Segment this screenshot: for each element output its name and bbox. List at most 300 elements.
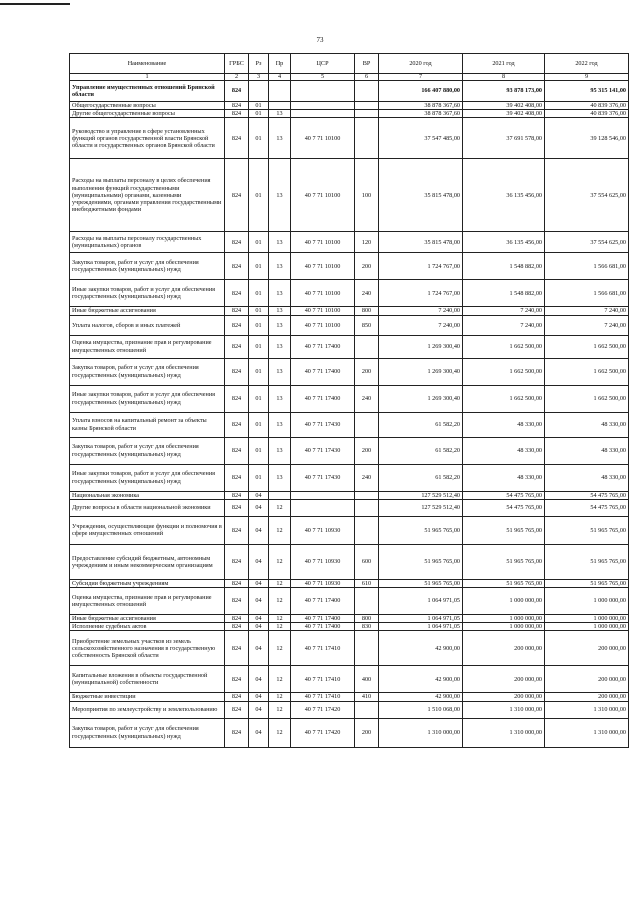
- cell-grbs: 824: [225, 81, 249, 102]
- cell-2021: 54 475 765,00: [463, 499, 545, 516]
- cell-2020: 1 064 971,05: [379, 615, 463, 623]
- cell-2021: 36 135 456,00: [463, 159, 545, 232]
- cell-2020: 1 269 300,40: [379, 358, 463, 385]
- table-row: [70, 315, 629, 335]
- page-number: 73: [316, 36, 324, 44]
- cell-rz: 01: [249, 110, 269, 118]
- table-row: [70, 588, 629, 615]
- cell-name: Оценка имущества, признание прав и регулирование имущественных отношений: [70, 335, 225, 358]
- cell-rz: 04: [249, 631, 269, 666]
- cell-2020: 1 724 767,00: [379, 280, 463, 307]
- cell-grbs: 824: [225, 437, 249, 464]
- cell-2020: 42 900,00: [379, 693, 463, 701]
- cell-vr: 850: [355, 315, 379, 335]
- cell-csr: [291, 499, 355, 516]
- cell-2021: 7 240,00: [463, 315, 545, 335]
- cell-2022: 1 000 000,00: [545, 588, 629, 615]
- cell-2022: 51 965 765,00: [545, 516, 629, 544]
- cell-rz: [249, 81, 269, 102]
- cell-csr: 40 7 71 10930: [291, 516, 355, 544]
- cell-name: Иные закупки товаров, работ и услуг для обеспечения государственных (муниципальных) нужд: [70, 280, 225, 307]
- cell-csr: [291, 110, 355, 118]
- cell-2022: 37 554 625,00: [545, 159, 629, 232]
- cell-name: Капитальные вложения в объекты государственной (муниципальной) собственности: [70, 666, 225, 693]
- cell-vr: 830: [355, 623, 379, 631]
- table-row: [70, 491, 629, 499]
- cell-2022: 51 965 765,00: [545, 579, 629, 587]
- cell-vr: 240: [355, 464, 379, 491]
- cell-rz: 04: [249, 499, 269, 516]
- cell-name: Учреждения, осуществляющие функции и полномочия в сфере имущественных отношений: [70, 516, 225, 544]
- cell-vr: 200: [355, 437, 379, 464]
- cell-2021: 54 475 765,00: [463, 491, 545, 499]
- cell-csr: 40 7 71 10100: [291, 315, 355, 335]
- table-row: [70, 544, 629, 579]
- cell-vr: 200: [355, 358, 379, 385]
- cell-name: Исполнение судебных актов: [70, 623, 225, 631]
- cell-rz: 01: [249, 385, 269, 412]
- cell-rz: 04: [249, 666, 269, 693]
- cell-grbs: 824: [225, 631, 249, 666]
- cell-rz: 04: [249, 588, 269, 615]
- cell-csr: 40 7 71 10930: [291, 579, 355, 587]
- cell-2022: 1 000 000,00: [545, 623, 629, 631]
- cell-2020: 42 900,00: [379, 631, 463, 666]
- cell-csr: [291, 491, 355, 499]
- cell-name: Иные закупки товаров, работ и услуг для обеспечения государственных (муниципальных) нужд: [70, 385, 225, 412]
- header-rz: Рз: [249, 54, 269, 74]
- header-grbs: ГРБС: [225, 54, 249, 74]
- cell-grbs: 824: [225, 307, 249, 315]
- top-rule: [0, 3, 70, 5]
- cell-grbs: 824: [225, 335, 249, 358]
- cell-pr: 13: [269, 335, 291, 358]
- cell-2021: 48 330,00: [463, 437, 545, 464]
- col-number: 7: [379, 74, 463, 81]
- cell-2021: 51 965 765,00: [463, 516, 545, 544]
- cell-name: Закупка товаров, работ и услуг для обеспечения государственных (муниципальных) нужд: [70, 253, 225, 280]
- cell-2021: 1 000 000,00: [463, 623, 545, 631]
- cell-csr: 40 7 71 17400: [291, 335, 355, 358]
- budget-table: [69, 53, 629, 748]
- cell-vr: 610: [355, 579, 379, 587]
- cell-2020: 51 965 765,00: [379, 579, 463, 587]
- cell-rz: 01: [249, 159, 269, 232]
- table-row: [70, 253, 629, 280]
- cell-2021: 1 310 000,00: [463, 718, 545, 747]
- cell-2022: 1 310 000,00: [545, 701, 629, 718]
- cell-rz: 01: [249, 118, 269, 159]
- cell-grbs: 824: [225, 385, 249, 412]
- cell-name: Руководство и управление в сфере установленных функций органов государственной власти Брянской области и государственных органов Брянской области: [70, 118, 225, 159]
- cell-csr: 40 7 71 17400: [291, 588, 355, 615]
- cell-grbs: 824: [225, 232, 249, 253]
- col-number: 3: [249, 74, 269, 81]
- cell-grbs: 824: [225, 615, 249, 623]
- col-number: 9: [545, 74, 629, 81]
- cell-grbs: 824: [225, 412, 249, 437]
- cell-grbs: 824: [225, 315, 249, 335]
- table-row: [70, 623, 629, 631]
- cell-2021: 39 402 408,00: [463, 102, 545, 110]
- cell-pr: 13: [269, 280, 291, 307]
- cell-vr: 200: [355, 718, 379, 747]
- cell-name: Управление имущественных отношений Брянской области: [70, 81, 225, 102]
- cell-rz: 01: [249, 412, 269, 437]
- cell-name: Другие общегосударственные вопросы: [70, 110, 225, 118]
- table-row: [70, 358, 629, 385]
- table-row: [70, 464, 629, 491]
- col-number: 2: [225, 74, 249, 81]
- cell-vr: [355, 499, 379, 516]
- cell-rz: 01: [249, 253, 269, 280]
- cell-csr: 40 7 71 17430: [291, 464, 355, 491]
- cell-2022: 200 000,00: [545, 693, 629, 701]
- cell-2021: 36 135 456,00: [463, 232, 545, 253]
- cell-vr: [355, 412, 379, 437]
- cell-rz: 01: [249, 232, 269, 253]
- cell-2021: 1 000 000,00: [463, 615, 545, 623]
- cell-pr: 12: [269, 516, 291, 544]
- cell-2022: 1 566 681,00: [545, 280, 629, 307]
- table-row: [70, 412, 629, 437]
- cell-2021: 48 330,00: [463, 412, 545, 437]
- cell-2021: 1 662 500,00: [463, 358, 545, 385]
- cell-pr: 12: [269, 588, 291, 615]
- cell-2020: 7 240,00: [379, 307, 463, 315]
- table-row: [70, 516, 629, 544]
- cell-2020: 1 310 000,00: [379, 718, 463, 747]
- cell-vr: 120: [355, 232, 379, 253]
- cell-2022: 40 839 376,00: [545, 102, 629, 110]
- cell-csr: 40 7 71 17400: [291, 615, 355, 623]
- table-row: [70, 335, 629, 358]
- cell-pr: 13: [269, 437, 291, 464]
- table-row: [70, 159, 629, 232]
- cell-rz: 01: [249, 280, 269, 307]
- cell-rz: 04: [249, 491, 269, 499]
- cell-grbs: 824: [225, 588, 249, 615]
- cell-rz: 01: [249, 464, 269, 491]
- cell-rz: 01: [249, 358, 269, 385]
- cell-2022: 7 240,00: [545, 315, 629, 335]
- cell-pr: 13: [269, 253, 291, 280]
- header-2022: 2022 год: [545, 54, 629, 74]
- cell-2020: 127 529 512,40: [379, 491, 463, 499]
- cell-2020: 35 815 478,00: [379, 159, 463, 232]
- cell-pr: 12: [269, 623, 291, 631]
- table-row: [70, 579, 629, 587]
- cell-2020: 1 064 971,05: [379, 588, 463, 615]
- cell-2022: 48 330,00: [545, 412, 629, 437]
- cell-rz: 04: [249, 615, 269, 623]
- table-row: [70, 232, 629, 253]
- cell-2020: 1 064 971,05: [379, 623, 463, 631]
- cell-csr: 40 7 71 10930: [291, 544, 355, 579]
- cell-vr: [355, 102, 379, 110]
- cell-csr: 40 7 71 10100: [291, 253, 355, 280]
- cell-vr: 600: [355, 544, 379, 579]
- cell-vr: 240: [355, 385, 379, 412]
- cell-pr: 13: [269, 110, 291, 118]
- cell-grbs: 824: [225, 159, 249, 232]
- header-2021: 2021 год: [463, 54, 545, 74]
- cell-rz: 04: [249, 718, 269, 747]
- cell-grbs: 824: [225, 491, 249, 499]
- cell-csr: 40 7 71 17400: [291, 623, 355, 631]
- col-number: 4: [269, 74, 291, 81]
- header-csr: ЦСР: [291, 54, 355, 74]
- cell-csr: 40 7 71 17400: [291, 358, 355, 385]
- table-row: [70, 385, 629, 412]
- table-row: [70, 307, 629, 315]
- cell-vr: [355, 335, 379, 358]
- cell-pr: 13: [269, 307, 291, 315]
- cell-name: Общегосударственные вопросы: [70, 102, 225, 110]
- table-row: [70, 118, 629, 159]
- cell-pr: 12: [269, 499, 291, 516]
- cell-grbs: 824: [225, 499, 249, 516]
- cell-pr: 12: [269, 544, 291, 579]
- cell-grbs: 824: [225, 701, 249, 718]
- cell-rz: 04: [249, 701, 269, 718]
- cell-name: Закупка товаров, работ и услуг для обеспечения государственных (муниципальных) нужд: [70, 437, 225, 464]
- cell-2021: 51 965 765,00: [463, 544, 545, 579]
- cell-pr: 12: [269, 631, 291, 666]
- cell-2022: 48 330,00: [545, 437, 629, 464]
- col-number: 5: [291, 74, 355, 81]
- cell-2021: 39 402 408,00: [463, 110, 545, 118]
- cell-2020: 38 878 367,60: [379, 110, 463, 118]
- cell-grbs: 824: [225, 464, 249, 491]
- cell-vr: 800: [355, 615, 379, 623]
- cell-pr: 13: [269, 464, 291, 491]
- header-name: Наименование: [70, 54, 225, 74]
- cell-vr: [355, 81, 379, 102]
- cell-2022: 200 000,00: [545, 631, 629, 666]
- cell-name: Уплата налогов, сборов и иных платежей: [70, 315, 225, 335]
- column-number-row: [70, 74, 629, 81]
- cell-2022: 40 839 376,00: [545, 110, 629, 118]
- table-row: [70, 437, 629, 464]
- cell-2020: 1 510 068,00: [379, 701, 463, 718]
- cell-grbs: 824: [225, 110, 249, 118]
- cell-2020: 35 815 478,00: [379, 232, 463, 253]
- cell-2021: 1 000 000,00: [463, 588, 545, 615]
- cell-2020: 37 547 485,00: [379, 118, 463, 159]
- cell-csr: 40 7 71 17430: [291, 437, 355, 464]
- cell-pr: 12: [269, 701, 291, 718]
- cell-2020: 61 582,20: [379, 464, 463, 491]
- cell-name: Закупка товаров, работ и услуг для обеспечения государственных (муниципальных) нужд: [70, 718, 225, 747]
- table-row: [70, 615, 629, 623]
- cell-vr: 400: [355, 666, 379, 693]
- cell-name: Приобретение земельных участков из земель сельскохозяйственного назначения в государственную собственность Брянской области: [70, 631, 225, 666]
- cell-csr: 40 7 71 10100: [291, 118, 355, 159]
- cell-grbs: 824: [225, 693, 249, 701]
- table-row: [70, 701, 629, 718]
- col-number: 1: [70, 74, 225, 81]
- cell-csr: 40 7 71 17410: [291, 631, 355, 666]
- cell-csr: 40 7 71 17400: [291, 385, 355, 412]
- cell-csr: 40 7 71 10100: [291, 232, 355, 253]
- cell-pr: 13: [269, 118, 291, 159]
- cell-2021: 1 662 500,00: [463, 335, 545, 358]
- cell-2022: 1 566 681,00: [545, 253, 629, 280]
- cell-2022: 1 662 500,00: [545, 385, 629, 412]
- cell-csr: [291, 81, 355, 102]
- cell-csr: 40 7 71 17410: [291, 693, 355, 701]
- cell-name: Бюджетные инвестиции: [70, 693, 225, 701]
- cell-name: Иные бюджетные ассигнования: [70, 615, 225, 623]
- cell-vr: [355, 588, 379, 615]
- cell-vr: 410: [355, 693, 379, 701]
- cell-vr: 800: [355, 307, 379, 315]
- cell-name: Уплата взносов на капитальный ремонт за объекты казны Брянской области: [70, 412, 225, 437]
- cell-2022: 37 554 625,00: [545, 232, 629, 253]
- cell-vr: 240: [355, 280, 379, 307]
- cell-2021: 1 310 000,00: [463, 701, 545, 718]
- table-row: [70, 280, 629, 307]
- cell-grbs: 824: [225, 623, 249, 631]
- cell-name: Иные бюджетные ассигнования: [70, 307, 225, 315]
- cell-2022: 1 310 000,00: [545, 718, 629, 747]
- cell-csr: 40 7 71 10100: [291, 307, 355, 315]
- cell-grbs: 824: [225, 544, 249, 579]
- cell-grbs: 824: [225, 516, 249, 544]
- cell-vr: [355, 491, 379, 499]
- cell-csr: 40 7 71 17420: [291, 718, 355, 747]
- cell-2022: 1 662 500,00: [545, 358, 629, 385]
- cell-2021: 48 330,00: [463, 464, 545, 491]
- header-2020: 2020 год: [379, 54, 463, 74]
- cell-rz: 01: [249, 437, 269, 464]
- cell-2021: 51 965 765,00: [463, 579, 545, 587]
- cell-2021: 1 662 500,00: [463, 385, 545, 412]
- cell-vr: [355, 631, 379, 666]
- cell-2020: 1 269 300,40: [379, 335, 463, 358]
- cell-2022: 54 475 765,00: [545, 499, 629, 516]
- cell-csr: 40 7 71 17430: [291, 412, 355, 437]
- cell-2022: 1 000 000,00: [545, 615, 629, 623]
- cell-vr: 100: [355, 159, 379, 232]
- cell-pr: 12: [269, 718, 291, 747]
- cell-grbs: 824: [225, 253, 249, 280]
- table-row: [70, 81, 629, 102]
- cell-pr: [269, 491, 291, 499]
- cell-2021: 93 878 173,00: [463, 81, 545, 102]
- cell-2020: 1 269 300,40: [379, 385, 463, 412]
- cell-pr: 12: [269, 579, 291, 587]
- header-vr: ВР: [355, 54, 379, 74]
- cell-grbs: 824: [225, 102, 249, 110]
- cell-pr: 13: [269, 412, 291, 437]
- cell-2020: 1 724 767,00: [379, 253, 463, 280]
- col-number: 8: [463, 74, 545, 81]
- cell-2022: 48 330,00: [545, 464, 629, 491]
- header-pr: Пр: [269, 54, 291, 74]
- cell-2021: 7 240,00: [463, 307, 545, 315]
- cell-csr: 40 7 71 10100: [291, 280, 355, 307]
- cell-pr: [269, 81, 291, 102]
- cell-2020: 61 582,20: [379, 437, 463, 464]
- table-row: [70, 110, 629, 118]
- cell-name: Оценка имущества, признание прав и регулирование имущественных отношений: [70, 588, 225, 615]
- cell-2022: 51 965 765,00: [545, 544, 629, 579]
- cell-name: Расходы на выплаты персоналу в целях обеспечения выполнения функций государственными (муниципальными) органами, казенными учреждениями, органами управления государственными внебюджетными фондами: [70, 159, 225, 232]
- cell-2021: 200 000,00: [463, 666, 545, 693]
- cell-name: Национальная экономика: [70, 491, 225, 499]
- cell-2020: 166 407 880,00: [379, 81, 463, 102]
- cell-rz: 04: [249, 623, 269, 631]
- cell-2022: 200 000,00: [545, 666, 629, 693]
- cell-rz: 04: [249, 544, 269, 579]
- cell-grbs: 824: [225, 118, 249, 159]
- cell-2021: 200 000,00: [463, 631, 545, 666]
- cell-vr: 200: [355, 253, 379, 280]
- table-row: [70, 102, 629, 110]
- cell-csr: 40 7 71 17420: [291, 701, 355, 718]
- cell-2020: 42 900,00: [379, 666, 463, 693]
- cell-grbs: 824: [225, 718, 249, 747]
- cell-rz: 04: [249, 579, 269, 587]
- cell-2022: 7 240,00: [545, 307, 629, 315]
- cell-rz: 04: [249, 693, 269, 701]
- cell-2020: 38 878 367,60: [379, 102, 463, 110]
- cell-2020: 7 240,00: [379, 315, 463, 335]
- cell-pr: 12: [269, 666, 291, 693]
- cell-vr: [355, 516, 379, 544]
- table-row: [70, 666, 629, 693]
- cell-csr: [291, 102, 355, 110]
- cell-rz: 04: [249, 516, 269, 544]
- cell-grbs: 824: [225, 579, 249, 587]
- cell-2022: 39 128 546,00: [545, 118, 629, 159]
- cell-2020: 61 582,20: [379, 412, 463, 437]
- cell-2022: 1 662 500,00: [545, 335, 629, 358]
- cell-vr: [355, 118, 379, 159]
- cell-pr: 12: [269, 615, 291, 623]
- cell-csr: 40 7 71 10100: [291, 159, 355, 232]
- table-row: [70, 693, 629, 701]
- table-row: [70, 718, 629, 747]
- col-number: 6: [355, 74, 379, 81]
- cell-name: Иные закупки товаров, работ и услуг для обеспечения государственных (муниципальных) нужд: [70, 464, 225, 491]
- cell-grbs: 824: [225, 358, 249, 385]
- cell-name: Закупка товаров, работ и услуг для обеспечения государственных (муниципальных) нужд: [70, 358, 225, 385]
- table-row: [70, 631, 629, 666]
- cell-rz: 01: [249, 335, 269, 358]
- cell-2021: 1 548 882,00: [463, 253, 545, 280]
- cell-name: Расходы на выплаты персоналу государственных (муниципальных) органов: [70, 232, 225, 253]
- cell-grbs: 824: [225, 666, 249, 693]
- cell-name: Предоставление субсидий бюджетным, автономным учреждениям и иным некоммерческим организациям: [70, 544, 225, 579]
- cell-pr: 13: [269, 358, 291, 385]
- cell-pr: 12: [269, 693, 291, 701]
- cell-pr: 13: [269, 315, 291, 335]
- cell-vr: [355, 701, 379, 718]
- cell-pr: 13: [269, 385, 291, 412]
- cell-2021: 1 548 882,00: [463, 280, 545, 307]
- cell-csr: 40 7 71 17410: [291, 666, 355, 693]
- cell-rz: 01: [249, 315, 269, 335]
- cell-2021: 200 000,00: [463, 693, 545, 701]
- cell-rz: 01: [249, 307, 269, 315]
- cell-name: Субсидии бюджетным учреждениям: [70, 579, 225, 587]
- cell-pr: [269, 102, 291, 110]
- cell-pr: 13: [269, 159, 291, 232]
- cell-2022: 95 315 141,00: [545, 81, 629, 102]
